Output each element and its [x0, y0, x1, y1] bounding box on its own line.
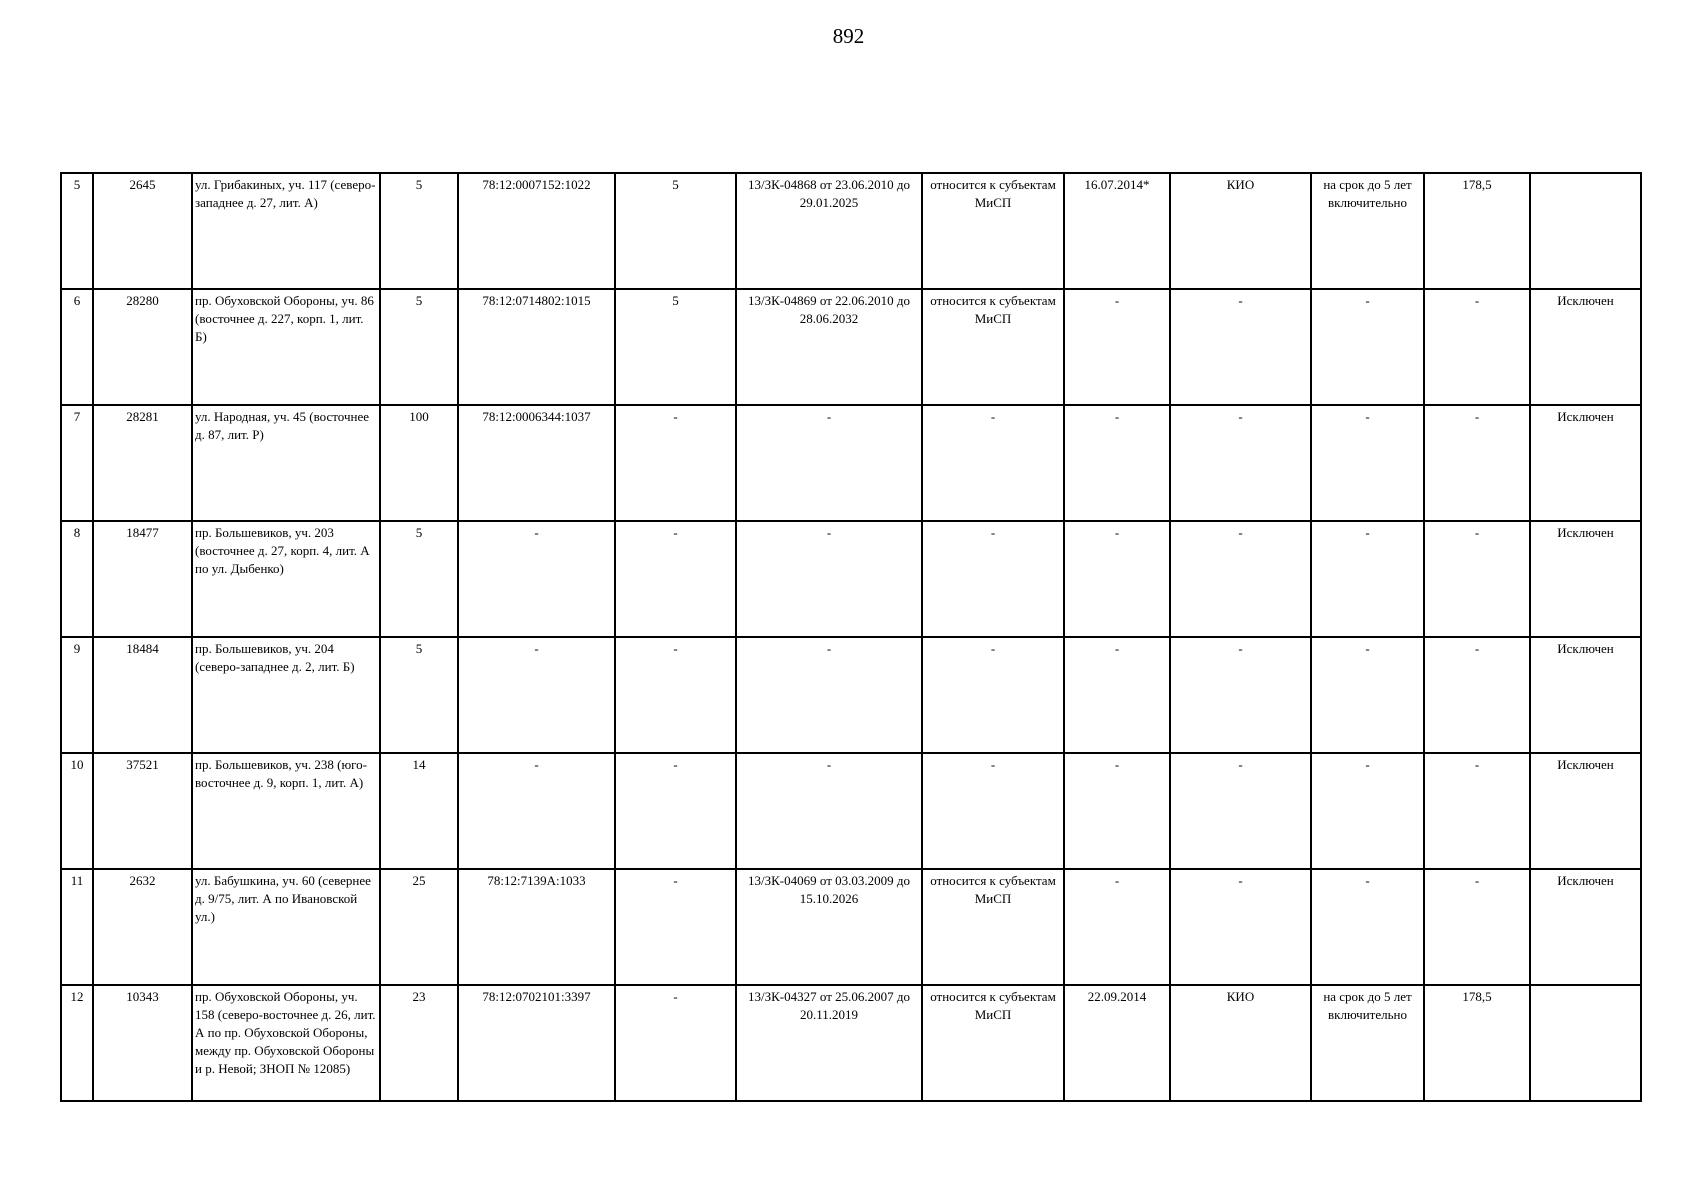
date-cell: -	[1064, 753, 1170, 869]
subject-status-cell: относится к субъектам МиСП	[922, 173, 1064, 289]
organization-cell: КИО	[1170, 985, 1311, 1101]
subject-status-cell: -	[922, 753, 1064, 869]
address-cell: пр. Большевиков, уч. 204 (северо-западнее д. 2, лит. Б)	[192, 637, 380, 753]
page-number: 892	[832, 24, 865, 48]
object-id-cell: 10343	[93, 985, 192, 1101]
term-cell: -	[1311, 521, 1424, 637]
table-row	[61, 985, 1641, 1101]
row-number-cell: 7	[61, 405, 93, 521]
address-cell: ул. Бабушкина, уч. 60 (севернее д. 9/75, лит. А по Ивановской ул.)	[192, 869, 380, 985]
row-number-cell: 10	[61, 753, 93, 869]
register-table	[60, 172, 1642, 1102]
contract-cell: 13/ЗК-04069 от 03.03.2009 до 15.10.2026	[736, 869, 922, 985]
subject-status-cell: -	[922, 521, 1064, 637]
object-id-cell: 2645	[93, 173, 192, 289]
date-cell: -	[1064, 869, 1170, 985]
note-cell: Исключен	[1530, 637, 1641, 753]
rate-cell: -	[1424, 637, 1530, 753]
term-cell: на срок до 5 лет включительно	[1311, 173, 1424, 289]
column-6-cell: 5	[615, 173, 736, 289]
cadastral-number-cell: 78:12:7139А:1033	[458, 869, 615, 985]
object-id-cell: 18477	[93, 521, 192, 637]
address-cell: пр. Большевиков, уч. 238 (юго-восточнее д. 9, корп. 1, лит. А)	[192, 753, 380, 869]
table-row	[61, 637, 1641, 753]
row-number-cell: 9	[61, 637, 93, 753]
contract-cell: 13/ЗК-04869 от 22.06.2010 до 28.06.2032	[736, 289, 922, 405]
organization-cell: -	[1170, 637, 1311, 753]
table-row	[61, 869, 1641, 985]
row-number-cell: 12	[61, 985, 93, 1101]
row-number-cell: 5	[61, 173, 93, 289]
row-number-cell: 8	[61, 521, 93, 637]
column-6-cell: 5	[615, 289, 736, 405]
note-cell: Исключен	[1530, 869, 1641, 985]
cadastral-number-cell: 78:12:0006344:1037	[458, 405, 615, 521]
note-cell: Исключен	[1530, 289, 1641, 405]
table-row	[61, 173, 1641, 289]
table-row	[61, 289, 1641, 405]
contract-cell: -	[736, 637, 922, 753]
cadastral-number-cell: 78:12:0007152:1022	[458, 173, 615, 289]
term-cell: -	[1311, 289, 1424, 405]
organization-cell: -	[1170, 521, 1311, 637]
term-cell: на срок до 5 лет включительно	[1311, 985, 1424, 1101]
organization-cell: КИО	[1170, 173, 1311, 289]
count-cell: 5	[380, 637, 458, 753]
object-id-cell: 28280	[93, 289, 192, 405]
cadastral-number-cell: -	[458, 521, 615, 637]
contract-cell: 13/ЗК-04327 от 25.06.2007 до 20.11.2019	[736, 985, 922, 1101]
count-cell: 25	[380, 869, 458, 985]
date-cell: 22.09.2014	[1064, 985, 1170, 1101]
rate-cell: -	[1424, 289, 1530, 405]
rate-cell: -	[1424, 753, 1530, 869]
table-row	[61, 521, 1641, 637]
date-cell: 16.07.2014*	[1064, 173, 1170, 289]
date-cell: -	[1064, 637, 1170, 753]
column-6-cell: -	[615, 405, 736, 521]
rate-cell: 178,5	[1424, 985, 1530, 1101]
count-cell: 14	[380, 753, 458, 869]
row-number-cell: 6	[61, 289, 93, 405]
term-cell: -	[1311, 405, 1424, 521]
table-row	[61, 753, 1641, 869]
count-cell: 23	[380, 985, 458, 1101]
address-cell: пр. Обуховской Обороны, уч. 86 (восточнее д. 227, корп. 1, лит. Б)	[192, 289, 380, 405]
note-cell: Исключен	[1530, 521, 1641, 637]
count-cell: 5	[380, 173, 458, 289]
note-cell: Исключен	[1530, 405, 1641, 521]
organization-cell: -	[1170, 869, 1311, 985]
row-number-cell: 11	[61, 869, 93, 985]
date-cell: -	[1064, 405, 1170, 521]
subject-status-cell: относится к субъектам МиСП	[922, 289, 1064, 405]
cadastral-number-cell: -	[458, 753, 615, 869]
table-row	[61, 405, 1641, 521]
column-6-cell: -	[615, 869, 736, 985]
column-6-cell: -	[615, 753, 736, 869]
rate-cell: -	[1424, 869, 1530, 985]
note-cell: Исключен	[1530, 753, 1641, 869]
note-cell	[1530, 985, 1641, 1101]
count-cell: 5	[380, 289, 458, 405]
contract-cell: -	[736, 405, 922, 521]
contract-cell: 13/ЗК-04868 от 23.06.2010 до 29.01.2025	[736, 173, 922, 289]
address-cell: ул. Грибакиных, уч. 117 (северо-западнее д. 27, лит. А)	[192, 173, 380, 289]
date-cell: -	[1064, 521, 1170, 637]
contract-cell: -	[736, 521, 922, 637]
contract-cell: -	[736, 753, 922, 869]
address-cell: ул. Народная, уч. 45 (восточнее д. 87, лит. Р)	[192, 405, 380, 521]
term-cell: -	[1311, 753, 1424, 869]
cadastral-number-cell: 78:12:0714802:1015	[458, 289, 615, 405]
subject-status-cell: относится к субъектам МиСП	[922, 985, 1064, 1101]
cadastral-number-cell: -	[458, 637, 615, 753]
organization-cell: -	[1170, 753, 1311, 869]
column-6-cell: -	[615, 521, 736, 637]
organization-cell: -	[1170, 405, 1311, 521]
organization-cell: -	[1170, 289, 1311, 405]
date-cell: -	[1064, 289, 1170, 405]
note-cell	[1530, 173, 1641, 289]
column-6-cell: -	[615, 985, 736, 1101]
rate-cell: -	[1424, 521, 1530, 637]
object-id-cell: 37521	[93, 753, 192, 869]
subject-status-cell: относится к субъектам МиСП	[922, 869, 1064, 985]
object-id-cell: 2632	[93, 869, 192, 985]
rate-cell: -	[1424, 405, 1530, 521]
cadastral-number-cell: 78:12:0702101:3397	[458, 985, 615, 1101]
term-cell: -	[1311, 869, 1424, 985]
term-cell: -	[1311, 637, 1424, 753]
object-id-cell: 28281	[93, 405, 192, 521]
count-cell: 100	[380, 405, 458, 521]
subject-status-cell: -	[922, 637, 1064, 753]
address-cell: пр. Обуховской Обороны, уч. 158 (северо-восточнее д. 26, лит. А по пр. Обуховской Обороны, между пр. Обуховской Обороны и р. Невой; ЗНОП № 12085)	[192, 985, 380, 1101]
count-cell: 5	[380, 521, 458, 637]
column-6-cell: -	[615, 637, 736, 753]
subject-status-cell: -	[922, 405, 1064, 521]
address-cell: пр. Большевиков, уч. 203 (восточнее д. 27, корп. 4, лит. А по ул. Дыбенко)	[192, 521, 380, 637]
object-id-cell: 18484	[93, 637, 192, 753]
rate-cell: 178,5	[1424, 173, 1530, 289]
